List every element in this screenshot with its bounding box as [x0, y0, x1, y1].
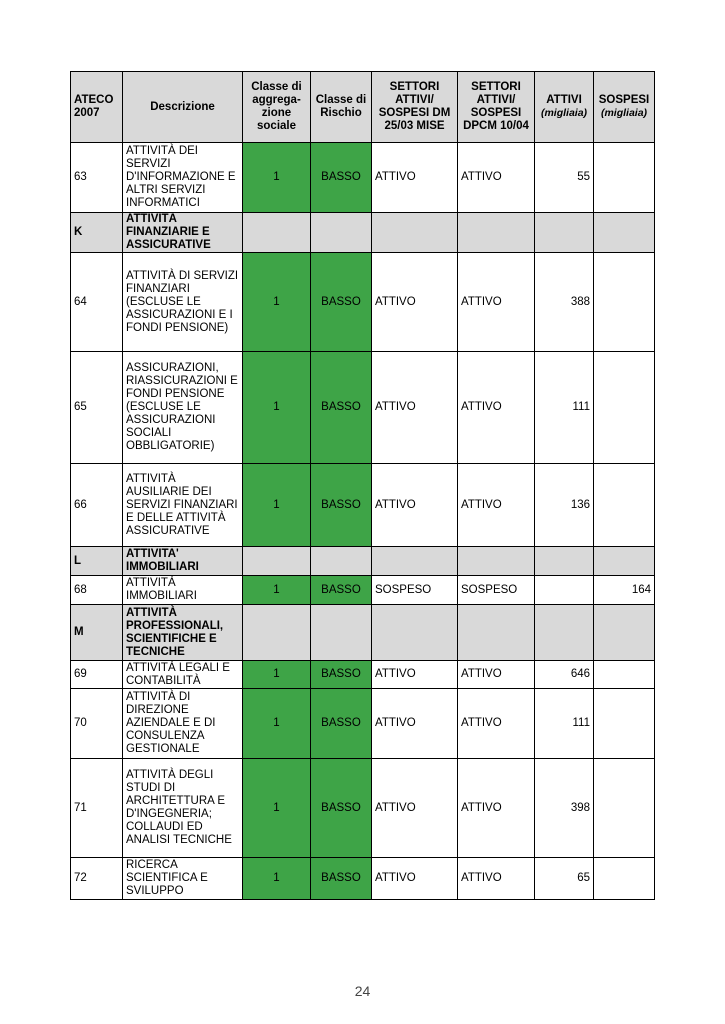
status-dpcm: ATTIVO	[458, 352, 535, 464]
status-dm: ATTIVO	[372, 858, 458, 900]
risk-class: BASSO	[311, 253, 372, 352]
status-dm: ATTIVO	[372, 464, 458, 547]
active-count: 646	[535, 661, 594, 689]
page-number: 24	[354, 983, 371, 999]
empty-cell	[594, 605, 655, 661]
ateco-code: 66	[71, 464, 123, 547]
section-code: M	[71, 605, 123, 661]
empty-cell	[535, 213, 594, 253]
header-attivi-label: ATTIVI	[546, 94, 582, 106]
aggregation-class: 1	[243, 576, 311, 605]
header-settori-dpcm: SETTORI ATTIVI/ SOSPESI DPCM 10/04	[458, 72, 535, 143]
section-title: ATTIVITÀ PROFESSIONALI, SCIENTIFICHE E TECNICHE	[123, 605, 243, 661]
empty-cell	[458, 605, 535, 661]
section-row	[71, 547, 655, 576]
risk-class: BASSO	[311, 352, 372, 464]
header-settori-dm: SETTORI ATTIVI/ SOSPESI DM 25/03 MISE	[372, 72, 458, 143]
empty-cell	[594, 213, 655, 253]
active-count	[535, 576, 594, 605]
ateco-code: 63	[71, 143, 123, 213]
header-sospesi-unit: (migliaia)	[600, 107, 648, 119]
suspended-count	[594, 143, 655, 213]
active-count: 398	[535, 759, 594, 858]
risk-class: BASSO	[311, 759, 372, 858]
aggregation-class: 1	[243, 352, 311, 464]
active-count: 65	[535, 858, 594, 900]
header-attivi	[535, 72, 594, 143]
empty-cell	[372, 547, 458, 576]
suspended-count	[594, 253, 655, 352]
aggregation-class: 1	[243, 858, 311, 900]
status-dm: ATTIVO	[372, 143, 458, 213]
status-dpcm: ATTIVO	[458, 759, 535, 858]
status-dm: ATTIVO	[372, 759, 458, 858]
table-row	[71, 858, 655, 900]
section-code: L	[71, 547, 123, 576]
status-dm: ATTIVO	[372, 352, 458, 464]
header-ateco: ATECO 2007	[71, 72, 123, 143]
risk-class: BASSO	[311, 464, 372, 547]
header-sospesi	[594, 72, 655, 143]
status-dpcm: ATTIVO	[458, 143, 535, 213]
risk-class: BASSO	[311, 661, 372, 689]
table-row	[71, 576, 655, 605]
section-code: K	[71, 213, 123, 253]
status-dpcm: ATTIVO	[458, 858, 535, 900]
status-dm: ATTIVO	[372, 253, 458, 352]
active-count: 55	[535, 143, 594, 213]
empty-cell	[243, 547, 311, 576]
sector-description: ATTIVITÀ DI DIREZIONE AZIENDALE E DI CONSULENZA GESTIONALE	[123, 689, 243, 759]
aggregation-class: 1	[243, 661, 311, 689]
table-row	[71, 143, 655, 213]
status-dm: SOSPESO	[372, 576, 458, 605]
suspended-count	[594, 464, 655, 547]
header-row	[71, 72, 655, 143]
aggregation-class: 1	[243, 689, 311, 759]
empty-cell	[535, 547, 594, 576]
status-dm: ATTIVO	[372, 689, 458, 759]
header-descrizione: Descrizione	[123, 72, 243, 143]
header-sospesi-label: SOSPESI	[598, 94, 650, 106]
section-row	[71, 605, 655, 661]
suspended-count	[594, 689, 655, 759]
section-row	[71, 213, 655, 253]
table-row	[71, 253, 655, 352]
table-row	[71, 689, 655, 759]
sector-description: ATTIVITÀ DEI SERVIZI D'INFORMAZIONE E ALTRI SERVIZI INFORMATICI	[123, 143, 243, 213]
aggregation-class: 1	[243, 143, 311, 213]
empty-cell	[311, 605, 372, 661]
sector-description: ATTIVITÀ IMMOBILIARI	[123, 576, 243, 605]
table-body	[71, 143, 655, 900]
ateco-code: 68	[71, 576, 123, 605]
header-classe-rischio: Classe di Rischio	[311, 72, 372, 143]
suspended-count	[594, 352, 655, 464]
aggregation-class: 1	[243, 253, 311, 352]
suspended-count: 164	[594, 576, 655, 605]
sector-description: ATTIVITÀ AUSILIARIE DEI SERVIZI FINANZIARI E DELLE ATTIVITÀ ASSICURATIVE	[123, 464, 243, 547]
table-row	[71, 464, 655, 547]
status-dpcm: ATTIVO	[458, 661, 535, 689]
header-classe-aggregazione: Classe di aggrega-zione sociale	[243, 72, 311, 143]
aggregation-class: 1	[243, 464, 311, 547]
empty-cell	[458, 547, 535, 576]
table-row	[71, 352, 655, 464]
empty-cell	[372, 213, 458, 253]
status-dm: ATTIVO	[372, 661, 458, 689]
sector-description: ATTIVITÀ DEGLI STUDI DI ARCHITETTURA E D'INGEGNERIA; COLLAUDI ED ANALISI TECNICHE	[123, 759, 243, 858]
status-dpcm: ATTIVO	[458, 464, 535, 547]
sector-description: ATTIVITÀ DI SERVIZI FINANZIARI (ESCLUSE LE ASSICURAZIONI E I FONDI PENSIONE)	[123, 253, 243, 352]
ateco-code: 72	[71, 858, 123, 900]
risk-class: BASSO	[311, 143, 372, 213]
sector-description: RICERCA SCIENTIFICA E SVILUPPO	[123, 858, 243, 900]
status-dpcm: ATTIVO	[458, 253, 535, 352]
section-title: ATTIVITA' IMMOBILIARI	[123, 547, 243, 576]
active-count: 388	[535, 253, 594, 352]
header-attivi-unit: (migliaia)	[540, 107, 588, 119]
ateco-code: 71	[71, 759, 123, 858]
empty-cell	[243, 213, 311, 253]
sector-description: ASSICURAZIONI, RIASSICURAZIONI E FONDI PENSIONE (ESCLUSE LE ASSICURAZIONI SOCIALI OBBLIGATORIE)	[123, 352, 243, 464]
suspended-count	[594, 661, 655, 689]
risk-class: BASSO	[311, 858, 372, 900]
ateco-code: 65	[71, 352, 123, 464]
empty-cell	[372, 605, 458, 661]
active-count: 111	[535, 689, 594, 759]
active-count: 111	[535, 352, 594, 464]
risk-class: BASSO	[311, 576, 372, 605]
suspended-count	[594, 858, 655, 900]
empty-cell	[311, 547, 372, 576]
status-dpcm: ATTIVO	[458, 689, 535, 759]
ateco-code: 70	[71, 689, 123, 759]
table-row	[71, 661, 655, 689]
aggregation-class: 1	[243, 759, 311, 858]
risk-class: BASSO	[311, 689, 372, 759]
status-dpcm: SOSPESO	[458, 576, 535, 605]
section-title: ATTIVITÀ FINANZIARIE E ASSICURATIVE	[123, 213, 243, 253]
table-row	[71, 759, 655, 858]
suspended-count	[594, 759, 655, 858]
sector-table	[70, 71, 655, 900]
sector-description: ATTIVITÀ LEGALI E CONTABILITÀ	[123, 661, 243, 689]
empty-cell	[311, 213, 372, 253]
empty-cell	[243, 605, 311, 661]
empty-cell	[535, 605, 594, 661]
ateco-code: 69	[71, 661, 123, 689]
empty-cell	[458, 213, 535, 253]
empty-cell	[594, 547, 655, 576]
active-count: 136	[535, 464, 594, 547]
ateco-code: 64	[71, 253, 123, 352]
